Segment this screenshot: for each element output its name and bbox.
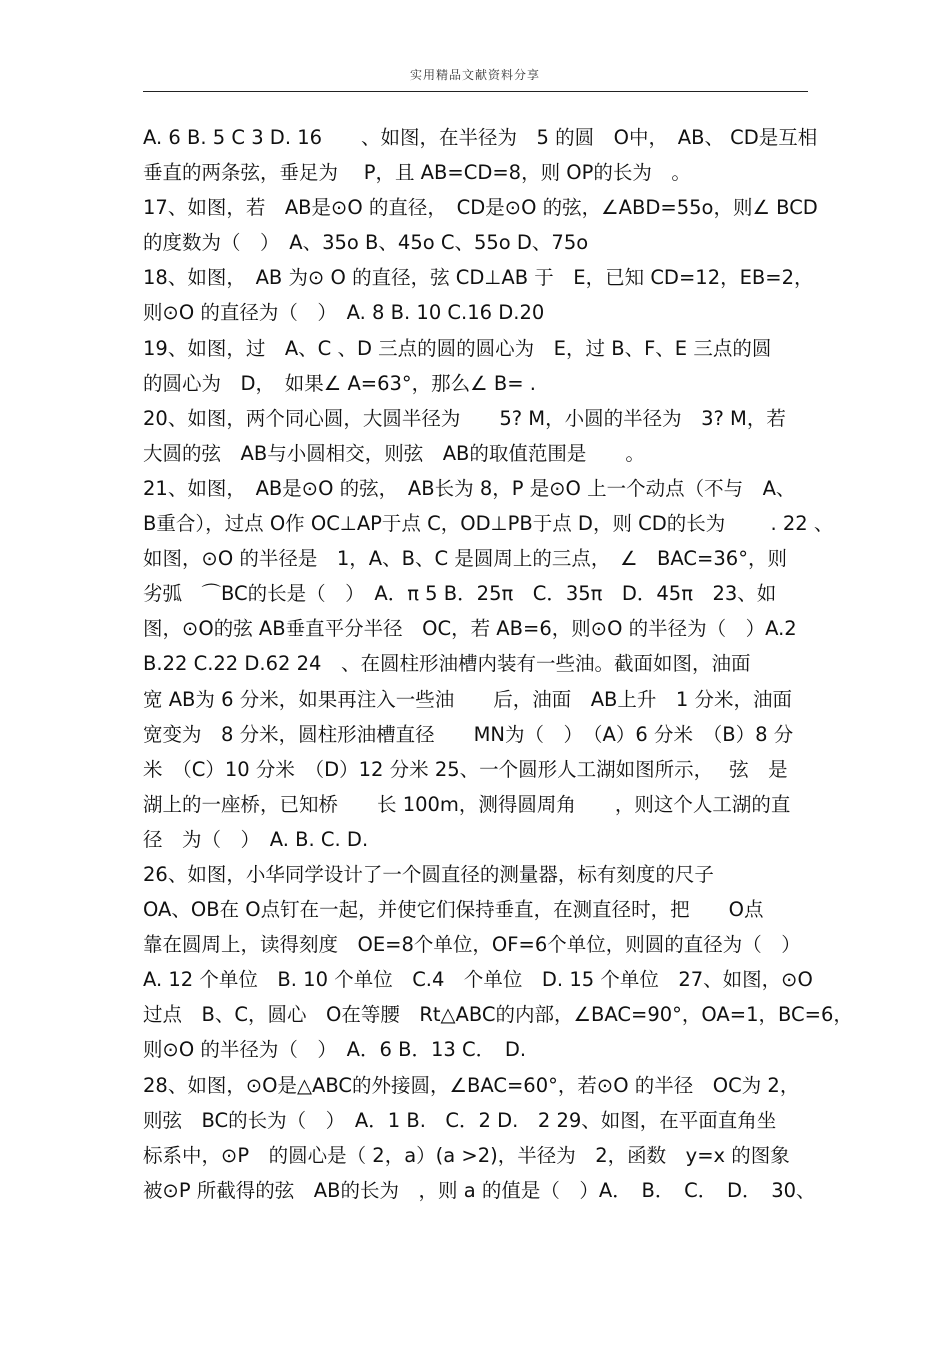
header-divider xyxy=(143,91,808,92)
text-line: 靠在圆周上，读得刻度 OE=8个单位，OF=6个单位，则圆的直径为（ ） xyxy=(143,933,801,957)
text-line: 图，⊙O的弦 AB垂直平分半径 OC，若 AB=6，则⊙O 的半径为（ ）A.2 xyxy=(143,617,797,641)
text-line: 的圆心为 D， 如果∠ A=63°，那么∠ B= . xyxy=(143,371,536,395)
text-line: 26、如图，小华同学设计了一个圆直径的测量器，标有刻度的尺子 xyxy=(143,862,714,886)
text-line: 如图，⊙O 的半径是 1，A、B、C 是圆周上的三点， ∠ BAC=36°，则 xyxy=(143,547,787,571)
text-line: 大圆的弦 AB与小圆相交，则弦 AB的取值范围是 。 xyxy=(143,441,645,465)
text-line: 宽 AB为 6 分米，如果再注入一些油 后，油面 AB上升 1 分米，油面 xyxy=(143,687,793,711)
text-line: A. 12 个单位 B. 10 个单位 C.4 个单位 D. 15 个单位 27、如图，⊙O xyxy=(143,968,813,992)
text-line: 标系中，⊙P 的圆心是（ 2，a）(a >2)，半径为 2，函数 y=x 的图象 xyxy=(143,1143,790,1167)
text-line: 21、如图， AB是⊙O 的弦， AB长为 8，P 是⊙O 上一个动点（不与 A、 xyxy=(143,476,796,500)
text-line: 则弦 BC的长为（ ） A．1 B. C．2 D. 2 29、如图，在平面直角坐 xyxy=(143,1108,777,1132)
text-line: 劣弧 ⌒BC的长是（ ） A．π 5 B．25π C．35π D．45π 23、如 xyxy=(143,582,777,606)
text-line: 米 （C）10 分米 （D）12 分米 25、一个圆形人工湖如图所示， 弦 是 xyxy=(143,757,788,781)
text-line: 径 为（ ） A. B. C. D. xyxy=(143,827,369,851)
text-line: 湖上的一座桥，已知桥 长 100m，测得圆周角 ，则这个人工湖的直 xyxy=(143,792,791,816)
text-line: 过点 B、C，圆心 O在等腰 Rt△ABC的内部，∠BAC=90°，OA=1，BC=6， xyxy=(143,1003,853,1027)
text-line: B.22 C.22 D.62 24 、在圆柱形油槽内装有一些油。截面如图，油面 xyxy=(143,652,751,676)
document-body xyxy=(143,120,853,1208)
text-line: 则⊙O 的半径为（ ） A．6 B．13 C． D. xyxy=(143,1038,527,1062)
text-line: 19、如图，过 A、C 、D 三点的圆的圆心为 E，过 B、F、E 三点的圆 xyxy=(143,336,772,360)
text-line: 宽变为 8 分米，圆柱形油槽直径 MN为（ ） （A）6 分米 （B）8 分 xyxy=(143,722,794,746)
text-line: 17、如图，若 AB是⊙O 的直径， CD是⊙O 的弦，∠ABD=55o，则∠ BCD xyxy=(143,196,818,220)
text-line: 则⊙O 的直径为（ ） A. 8 B. 10 C.16 D.20 xyxy=(143,301,545,325)
text-line: OA、OB在 O点钉在一起，并使它们保持垂直，在测直径时，把 O点 xyxy=(143,898,764,922)
text-line: 垂直的两条弦，垂足为 P，且 AB=CD=8，则 OP的长为 。 xyxy=(143,161,691,185)
text-line: A. 6 B. 5 C 3 D. 16 、如图，在半径为 5 的圆 O中， AB、 CD是互相 xyxy=(143,126,818,149)
text-line: 28、如图，⊙O是△ABC的外接圆，∠BAC=60°，若⊙O 的半径 OC为 2， xyxy=(143,1073,800,1097)
page-header-title: 实用精品文献资料分享 xyxy=(409,68,540,82)
text-line: 20、如图，两个同心圆，大圆半径为 5? M，小圆的半径为 3? M，若 xyxy=(143,406,786,430)
text-line: B重合），过点 O作 OC⊥AP于点 C，OD⊥PB于点 D，则 CD的长为 . 22 、 xyxy=(143,512,834,536)
text-line: 18、如图， AB 为⊙ O 的直径，弦 CD⊥AB 于 E，已知 CD=12，EB=2， xyxy=(143,266,814,290)
text-line: 的度数为（ ） A、35o B、45o C、55o D、75o xyxy=(143,231,589,255)
text-line: 被⊙P 所截得的弦 AB的长为 ，则 a 的值是（ ）A． B． C． D． 30、 xyxy=(143,1178,816,1202)
